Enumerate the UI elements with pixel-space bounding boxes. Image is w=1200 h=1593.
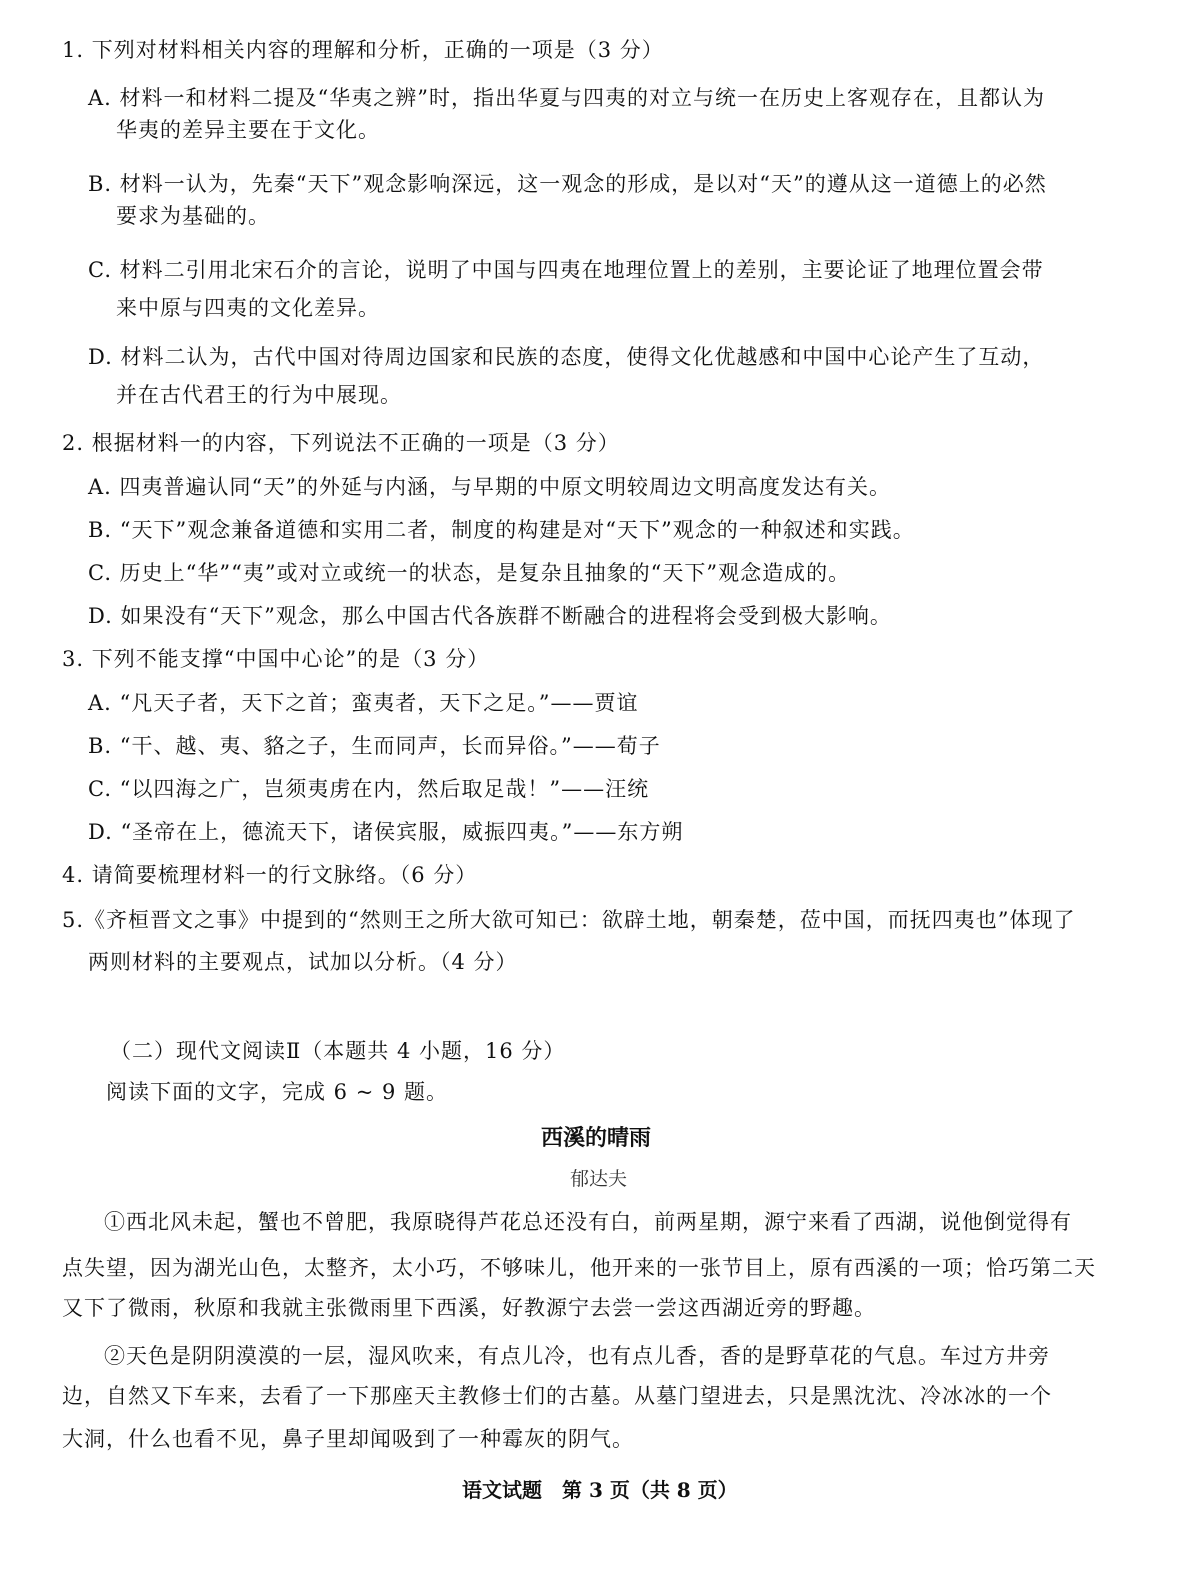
q1-option-a-line1: A. 材料一和材料二提及“华夷之辨”时，指出华夏与四夷的对立与统一在历史上客观存在，且都认为 <box>88 86 1045 110</box>
article-title: 西溪的晴雨 <box>541 1125 652 1151</box>
paragraph-2-line1: ②天色是阴阴漠漠的一层，湿风吹来，有点儿冷，也有点儿香，香的是野草花的气息。车过方井旁 <box>104 1344 1050 1368</box>
q1-option-b-line1: B. 材料一认为，先秦“天下”观念影响深远，这一观念的形成，是以对“天”的遵从这一道德上的必然 <box>88 172 1047 196</box>
q1-option-c-line2: 来中原与四夷的文化差异。 <box>116 296 380 320</box>
q5-stem-line1: 5.《齐桓晋文之事》中提到的“然则王之所大欲可知已：欲辟土地，朝秦楚，莅中国，而抚四夷也”体现了 <box>62 908 1076 932</box>
q2-option-a: A. 四夷普遍认同“天”的外延与内涵，与早期的中原文明较周边文明高度发达有关。 <box>88 475 891 499</box>
q5-stem-line2: 两则材料的主要观点，试加以分析。（4 分） <box>88 950 518 974</box>
q3-option-d <box>88 818 683 846</box>
article-author: 郁达夫 <box>570 1168 628 1190</box>
q3-option-b <box>88 732 661 760</box>
q2-option-b: B. “天下”观念兼备道德和实用二者，制度的构建是对“天下”观念的一种叙述和实践。 <box>88 518 915 542</box>
paragraph-1-line2: 点失望，因为湖光山色，太整齐，太小巧，不够味儿，他开来的一张节目上，原有西溪的一项；恰巧第二天 <box>62 1256 1096 1280</box>
q1-option-d-line1: D. 材料二认为，古代中国对待周边国家和民族的态度，使得文化优越感和中国中心论产生了互动， <box>88 345 1045 369</box>
q3-option-c-source: 汪统 <box>605 777 650 801</box>
section-instruction: 阅读下面的文字，完成 6 ~ 9 题。 <box>106 1080 449 1104</box>
paragraph-1-line1: ①西北风未起，蟹也不曾肥，我原晓得芦花总还没有白，前两星期，源宁来看了西湖，说他倒觉得有 <box>104 1210 1072 1234</box>
q1-option-a-line2: 华夷的差异主要在于文化。 <box>116 118 380 142</box>
q3-option-d-text: D. “圣帝在上，德流天下，诸侯宾服，威振四夷。”—— <box>88 820 618 844</box>
q3-option-a <box>88 689 639 717</box>
q3-option-c <box>88 775 649 803</box>
q2-option-c: C. 历史上“华”“夷”或对立或统一的状态，是复杂且抽象的“天下”观念造成的。 <box>88 561 851 585</box>
q3-option-b-text: B. “干、越、夷、貉之子，生而同声，长而异俗。”—— <box>88 734 617 758</box>
q3-option-c-text: C. “以四海之广，岂须夷虏在内，然后取足哉！”—— <box>88 777 606 801</box>
q2-stem: 2. 根据材料一的内容，下列说法不正确的一项是（3 分） <box>62 431 620 455</box>
q3-stem: 3. 下列不能支撑“中国中心论”的是（3 分） <box>62 647 490 671</box>
q4-stem: 4. 请简要梳理材料一的行文脉络。（6 分） <box>62 863 478 887</box>
page-footer: 语文试题 第 3 页（共 8 页） <box>462 1478 738 1502</box>
q3-option-a-text: A. “凡天子者，天下之首；蛮夷者，天下之足。”—— <box>88 691 595 715</box>
q1-option-c-line1: C. 材料二引用北宋石介的言论，说明了中国与四夷在地理位置上的差别，主要论证了地理位置会带 <box>88 258 1044 282</box>
paragraph-2-line3: 大洞，什么也看不见，鼻子里却闻吸到了一种霉灰的阴气。 <box>62 1427 634 1451</box>
q1-option-d-line2: 并在古代君王的行为中展现。 <box>116 383 402 407</box>
paragraph-2-line2: 边，自然又下车来，去看了一下那座天主教修士们的古墓。从墓门望进去，只是黑沈沈、冷冰冰的一个 <box>62 1384 1052 1408</box>
q1-stem: 1. 下列对材料相关内容的理解和分析，正确的一项是（3 分） <box>62 38 664 62</box>
q1-option-b-line2: 要求为基础的。 <box>116 204 270 228</box>
q2-option-d: D. 如果没有“天下”观念，那么中国古代各族群不断融合的进程将会受到极大影响。 <box>88 604 892 628</box>
q3-option-d-source: 东方朔 <box>617 820 684 844</box>
q3-option-b-source: 荀子 <box>616 734 661 758</box>
paragraph-1-line3: 又下了微雨，秋原和我就主张微雨里下西溪，好教源宁去尝一尝这西湖近旁的野趣。 <box>62 1296 876 1320</box>
section-heading: （二）现代文阅读Ⅱ（本题共 4 小题，16 分） <box>110 1039 566 1063</box>
q3-option-a-source: 贾谊 <box>594 691 639 715</box>
